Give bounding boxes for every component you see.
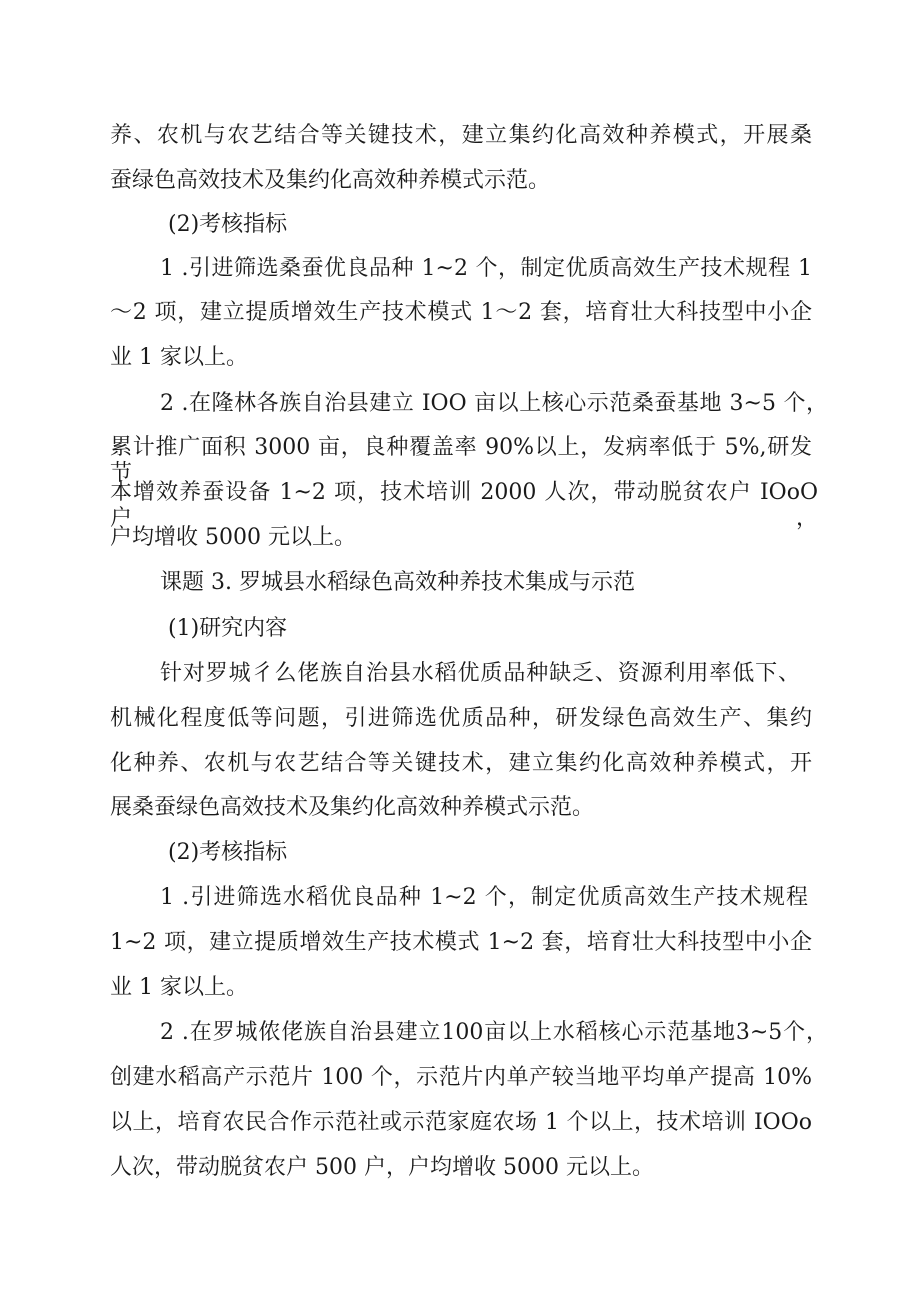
paragraph-line: 1 .引进筛选桑蚕优良品种 1~2 个，制定优质高效生产技术规程 1: [160, 256, 812, 281]
section-heading: (2)考核指标: [168, 212, 288, 237]
paragraph-line: 展桑蚕绿色高效技术及集约化高效种养模式示范。: [110, 795, 595, 820]
paragraph-line: 2 .在隆林各族自治县建立 IOO 亩以上核心示范桑蚕基地 3~5 个，: [160, 391, 828, 416]
paragraph-line: ～2 项，建立提质增效生产技术模式 1～2 套，培育壮大科技型中小企: [110, 300, 812, 325]
paragraph-line: 户均增收 5000 元以上。: [110, 525, 356, 550]
paragraph-line: 针对罗城彳么佬族自治县水稻优质品种缺乏、资源利用率低下、: [160, 661, 800, 686]
paragraph-line: 业 1 家以上。: [110, 345, 248, 370]
paragraph-line: 2 .在罗城侬佬族自治县建立100亩以上水稻核心示范基地3~5个，: [160, 1020, 828, 1045]
section-heading: (1)研究内容: [168, 616, 288, 641]
paragraph-line: 机械化程度低等问题，引进筛选优质品种，研发绿色高效生产、集约: [110, 706, 812, 731]
paragraph-line: 1~2 项，建立提质增效生产技术模式 1~2 套，培育壮大科技型中小企: [110, 930, 812, 955]
topic-title: 课题 3. 罗城县水稻绿色高效种养技术集成与示范: [160, 570, 635, 595]
paragraph-line: 1 .引进筛选水稻优良品种 1~2 个，制定优质高效生产技术规程: [160, 885, 808, 910]
paragraph-line: 养、农机与农艺结合等关键技术，建立集约化高效种养模式，开展桑: [110, 123, 812, 148]
paragraph-line: 创建水稻高产示范片 100 个，示范片内单产较当地平均单产提高 10%: [110, 1065, 812, 1090]
section-heading: (2)考核指标: [168, 840, 288, 865]
paragraph-line: 累计推广面积 3000 亩，良种覆盖率 90%以上，发病率低于 5%,研发节: [110, 435, 812, 486]
paragraph-line: 人次，带动脱贫农户 500 户，户均增收 5000 元以上。: [110, 1155, 654, 1180]
paragraph-line: 业 1 家以上。: [110, 975, 248, 1000]
paragraph-line: 以上，培育农民合作示范社或示范家庭农场 1 个以上，技术培训 IOOo: [110, 1110, 812, 1135]
paragraph-line: 蚕绿色高效技术及集约化高效种养模式示范。: [110, 168, 551, 193]
paragraph-line: 本增效养蚕设备 1~2 项，技术培训 2000 人次，带动脱贫农户 IOoO 户，: [110, 480, 818, 531]
paragraph-line: 化种养、农机与农艺结合等关键技术，建立集约化高效种养模式，开: [110, 751, 812, 776]
